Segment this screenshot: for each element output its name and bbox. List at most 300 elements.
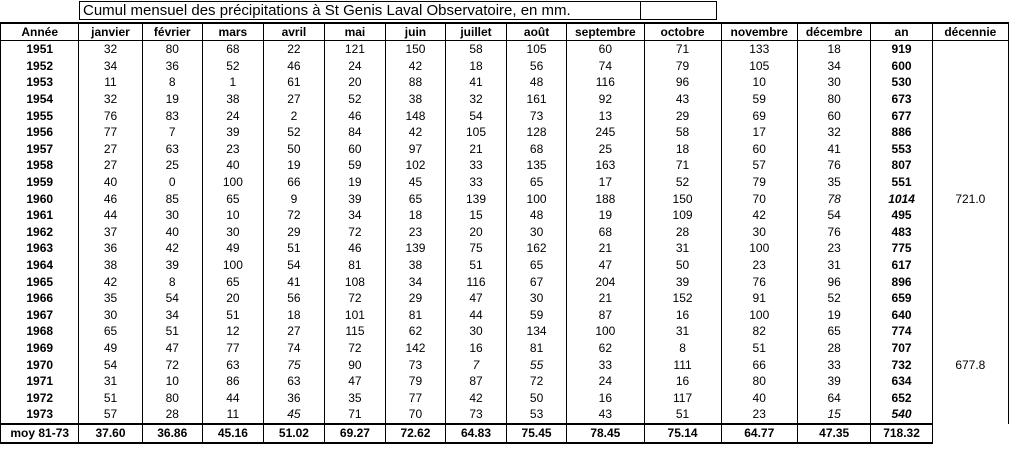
month-cell: 78 bbox=[797, 190, 870, 207]
month-cell: 19 bbox=[324, 174, 385, 191]
decade-average-cell bbox=[932, 389, 1008, 406]
month-cell: 44 bbox=[79, 207, 142, 224]
month-cell: 80 bbox=[142, 41, 202, 58]
month-cell: 115 bbox=[324, 323, 385, 340]
month-cell: 16 bbox=[445, 340, 506, 357]
month-cell: 87 bbox=[567, 307, 644, 324]
month-cell: 83 bbox=[142, 107, 202, 124]
year-cell: 1956 bbox=[1, 124, 79, 141]
month-cell: 63 bbox=[263, 373, 324, 390]
month-cell: 91 bbox=[721, 290, 797, 307]
month-cell: 27 bbox=[263, 323, 324, 340]
decade-average-cell bbox=[932, 224, 1008, 241]
month-cell: 39 bbox=[797, 373, 870, 390]
decade-average-cell bbox=[932, 290, 1008, 307]
annual-total-cell: 677 bbox=[871, 107, 932, 124]
average-cell: 36.86 bbox=[142, 424, 202, 443]
month-cell: 100 bbox=[507, 190, 567, 207]
month-cell: 42 bbox=[445, 389, 506, 406]
month-cell: 150 bbox=[644, 190, 721, 207]
header-cell: décembre bbox=[797, 23, 870, 41]
decade-average-cell bbox=[932, 340, 1008, 357]
average-cell: 78.45 bbox=[567, 424, 644, 443]
month-cell: 8 bbox=[644, 340, 721, 357]
month-cell: 32 bbox=[445, 91, 506, 108]
average-cell: 51.02 bbox=[263, 424, 324, 443]
header-cell: janvier bbox=[79, 23, 142, 41]
month-cell: 7 bbox=[142, 124, 202, 141]
month-cell: 62 bbox=[385, 323, 445, 340]
month-cell: 76 bbox=[79, 107, 142, 124]
month-cell: 188 bbox=[567, 190, 644, 207]
month-cell: 41 bbox=[263, 273, 324, 290]
month-cell: 42 bbox=[721, 207, 797, 224]
month-cell: 30 bbox=[202, 224, 263, 241]
month-cell: 60 bbox=[721, 141, 797, 158]
month-cell: 54 bbox=[445, 107, 506, 124]
month-cell: 76 bbox=[797, 224, 870, 241]
month-cell: 18 bbox=[644, 141, 721, 158]
month-cell: 73 bbox=[507, 107, 567, 124]
month-cell: 68 bbox=[202, 41, 263, 58]
month-cell: 48 bbox=[507, 207, 567, 224]
month-cell: 39 bbox=[202, 124, 263, 141]
month-cell: 20 bbox=[324, 74, 385, 91]
average-cell: 47.35 bbox=[797, 424, 870, 443]
decade-average-cell bbox=[932, 207, 1008, 224]
month-cell: 65 bbox=[797, 323, 870, 340]
month-cell: 100 bbox=[721, 240, 797, 257]
month-cell: 38 bbox=[385, 91, 445, 108]
year-cell: 1953 bbox=[1, 74, 79, 91]
table-row bbox=[1, 389, 1009, 406]
month-cell: 39 bbox=[142, 257, 202, 274]
month-cell: 72 bbox=[324, 340, 385, 357]
month-cell: 72 bbox=[324, 290, 385, 307]
annual-total-cell: 886 bbox=[871, 124, 932, 141]
average-cell: 64.77 bbox=[721, 424, 797, 443]
month-cell: 92 bbox=[567, 91, 644, 108]
table-row bbox=[1, 406, 1009, 424]
month-cell: 23 bbox=[721, 406, 797, 424]
month-cell: 65 bbox=[507, 174, 567, 191]
month-cell: 81 bbox=[385, 307, 445, 324]
month-cell: 36 bbox=[142, 58, 202, 75]
month-cell: 18 bbox=[797, 41, 870, 58]
header-cell: mars bbox=[202, 23, 263, 41]
month-cell: 163 bbox=[567, 157, 644, 174]
month-cell: 39 bbox=[644, 273, 721, 290]
month-cell: 105 bbox=[721, 58, 797, 75]
average-blank bbox=[932, 424, 1008, 443]
month-cell: 71 bbox=[644, 41, 721, 58]
month-cell: 66 bbox=[721, 356, 797, 373]
table-row bbox=[1, 273, 1009, 290]
month-cell: 59 bbox=[324, 157, 385, 174]
header-cell: février bbox=[142, 23, 202, 41]
year-cell: 1960 bbox=[1, 190, 79, 207]
month-cell: 48 bbox=[507, 74, 567, 91]
month-cell: 65 bbox=[202, 273, 263, 290]
table-row bbox=[1, 91, 1009, 108]
decade-average-cell bbox=[932, 41, 1008, 58]
month-cell: 45 bbox=[385, 174, 445, 191]
month-cell: 23 bbox=[797, 240, 870, 257]
year-cell: 1966 bbox=[1, 290, 79, 307]
month-cell: 128 bbox=[507, 124, 567, 141]
month-cell: 54 bbox=[79, 356, 142, 373]
month-cell: 84 bbox=[324, 124, 385, 141]
header-cell: décennie bbox=[932, 23, 1008, 41]
month-cell: 47 bbox=[567, 257, 644, 274]
month-cell: 13 bbox=[567, 107, 644, 124]
annual-total-cell: 540 bbox=[871, 406, 932, 424]
header-cell: an bbox=[871, 23, 932, 41]
annual-total-cell: 774 bbox=[871, 323, 932, 340]
month-cell: 139 bbox=[385, 240, 445, 257]
average-cell: 75.14 bbox=[644, 424, 721, 443]
month-cell: 139 bbox=[445, 190, 506, 207]
header-cell: avril bbox=[263, 23, 324, 41]
annual-total-cell: 483 bbox=[871, 224, 932, 241]
decade-average-cell: 677.8 bbox=[932, 356, 1008, 373]
month-cell: 35 bbox=[324, 389, 385, 406]
title-box-extension bbox=[640, 1, 717, 20]
month-cell: 38 bbox=[385, 257, 445, 274]
month-cell: 32 bbox=[797, 124, 870, 141]
month-cell: 51 bbox=[721, 340, 797, 357]
table-title: Cumul mensuel des précipitations à St Genis Laval Observatoire, en mm. bbox=[79, 1, 641, 20]
month-cell: 41 bbox=[445, 74, 506, 91]
month-cell: 11 bbox=[79, 74, 142, 91]
annual-total-cell: 600 bbox=[871, 58, 932, 75]
month-cell: 55 bbox=[507, 356, 567, 373]
decade-average-cell bbox=[932, 174, 1008, 191]
month-cell: 52 bbox=[324, 91, 385, 108]
month-cell: 34 bbox=[79, 58, 142, 75]
month-cell: 15 bbox=[797, 406, 870, 424]
table-row bbox=[1, 141, 1009, 158]
year-cell: 1951 bbox=[1, 41, 79, 58]
month-cell: 44 bbox=[445, 307, 506, 324]
precipitation-table bbox=[0, 22, 1009, 444]
annual-total-cell: 617 bbox=[871, 257, 932, 274]
month-cell: 23 bbox=[385, 224, 445, 241]
month-cell: 45 bbox=[263, 406, 324, 424]
month-cell: 23 bbox=[721, 257, 797, 274]
month-cell: 16 bbox=[644, 307, 721, 324]
month-cell: 40 bbox=[142, 224, 202, 241]
month-cell: 54 bbox=[142, 290, 202, 307]
table-row bbox=[1, 58, 1009, 75]
year-cell: 1954 bbox=[1, 91, 79, 108]
month-cell: 28 bbox=[644, 224, 721, 241]
month-cell: 60 bbox=[324, 141, 385, 158]
month-cell: 150 bbox=[385, 41, 445, 58]
decade-average-cell bbox=[932, 91, 1008, 108]
month-cell: 19 bbox=[797, 307, 870, 324]
month-cell: 162 bbox=[507, 240, 567, 257]
month-cell: 10 bbox=[142, 373, 202, 390]
month-cell: 72 bbox=[263, 207, 324, 224]
month-cell: 21 bbox=[567, 240, 644, 257]
decade-average-cell bbox=[932, 257, 1008, 274]
month-cell: 27 bbox=[263, 91, 324, 108]
month-cell: 152 bbox=[644, 290, 721, 307]
table-row bbox=[1, 307, 1009, 324]
month-cell: 245 bbox=[567, 124, 644, 141]
month-cell: 58 bbox=[644, 124, 721, 141]
month-cell: 29 bbox=[263, 224, 324, 241]
month-cell: 60 bbox=[797, 107, 870, 124]
month-cell: 43 bbox=[644, 91, 721, 108]
month-cell: 56 bbox=[507, 58, 567, 75]
month-cell: 87 bbox=[445, 373, 506, 390]
average-cell: 69.27 bbox=[324, 424, 385, 443]
month-cell: 31 bbox=[797, 257, 870, 274]
table-row bbox=[1, 257, 1009, 274]
annual-total-cell: 659 bbox=[871, 290, 932, 307]
month-cell: 40 bbox=[202, 157, 263, 174]
month-cell: 47 bbox=[445, 290, 506, 307]
month-cell: 68 bbox=[507, 141, 567, 158]
month-cell: 51 bbox=[263, 240, 324, 257]
header-cell: Année bbox=[1, 23, 79, 41]
month-cell: 51 bbox=[79, 389, 142, 406]
month-cell: 22 bbox=[263, 41, 324, 58]
month-cell: 27 bbox=[79, 157, 142, 174]
month-cell: 17 bbox=[721, 124, 797, 141]
month-cell: 100 bbox=[567, 323, 644, 340]
month-cell: 33 bbox=[567, 356, 644, 373]
table-row bbox=[1, 74, 1009, 91]
month-cell: 63 bbox=[202, 356, 263, 373]
year-cell: 1972 bbox=[1, 389, 79, 406]
month-cell: 25 bbox=[142, 157, 202, 174]
month-cell: 24 bbox=[567, 373, 644, 390]
month-cell: 53 bbox=[507, 406, 567, 424]
table-row bbox=[1, 290, 1009, 307]
month-cell: 65 bbox=[202, 190, 263, 207]
table-row bbox=[1, 124, 1009, 141]
decade-average-cell: 721.0 bbox=[932, 190, 1008, 207]
month-cell: 51 bbox=[142, 323, 202, 340]
month-cell: 50 bbox=[263, 141, 324, 158]
table-row bbox=[1, 240, 1009, 257]
month-cell: 36 bbox=[79, 240, 142, 257]
month-cell: 46 bbox=[324, 240, 385, 257]
decade-average-cell bbox=[932, 307, 1008, 324]
average-cell: 72.62 bbox=[385, 424, 445, 443]
month-cell: 30 bbox=[507, 224, 567, 241]
month-cell: 61 bbox=[263, 74, 324, 91]
month-cell: 24 bbox=[324, 58, 385, 75]
annual-total-cell: 1014 bbox=[871, 190, 932, 207]
month-cell: 34 bbox=[324, 207, 385, 224]
month-cell: 60 bbox=[567, 41, 644, 58]
month-cell: 30 bbox=[445, 323, 506, 340]
header-cell: septembre bbox=[567, 23, 644, 41]
month-cell: 39 bbox=[324, 190, 385, 207]
month-cell: 43 bbox=[567, 406, 644, 424]
average-cell: 37.60 bbox=[79, 424, 142, 443]
month-cell: 134 bbox=[507, 323, 567, 340]
average-cell: 45.16 bbox=[202, 424, 263, 443]
table-row bbox=[1, 224, 1009, 241]
month-cell: 79 bbox=[385, 373, 445, 390]
month-cell: 64 bbox=[797, 389, 870, 406]
month-cell: 100 bbox=[202, 257, 263, 274]
month-cell: 85 bbox=[142, 190, 202, 207]
annual-total-cell: 896 bbox=[871, 273, 932, 290]
table-row bbox=[1, 107, 1009, 124]
month-cell: 52 bbox=[202, 58, 263, 75]
year-cell: 1968 bbox=[1, 323, 79, 340]
month-cell: 47 bbox=[142, 340, 202, 357]
month-cell: 38 bbox=[202, 91, 263, 108]
average-annual: 718.32 bbox=[871, 424, 932, 443]
month-cell: 111 bbox=[644, 356, 721, 373]
month-cell: 59 bbox=[721, 91, 797, 108]
month-cell: 10 bbox=[202, 207, 263, 224]
month-cell: 33 bbox=[445, 174, 506, 191]
month-cell: 7 bbox=[445, 356, 506, 373]
table-row bbox=[1, 323, 1009, 340]
annual-total-cell: 732 bbox=[871, 356, 932, 373]
average-cell: 75.45 bbox=[507, 424, 567, 443]
month-cell: 30 bbox=[507, 290, 567, 307]
month-cell: 121 bbox=[324, 41, 385, 58]
month-cell: 2 bbox=[263, 107, 324, 124]
month-cell: 65 bbox=[79, 323, 142, 340]
month-cell: 19 bbox=[142, 91, 202, 108]
month-cell: 52 bbox=[263, 124, 324, 141]
month-cell: 42 bbox=[142, 240, 202, 257]
month-cell: 11 bbox=[202, 406, 263, 424]
month-cell: 41 bbox=[797, 141, 870, 158]
month-cell: 88 bbox=[385, 74, 445, 91]
month-cell: 42 bbox=[385, 58, 445, 75]
month-cell: 35 bbox=[797, 174, 870, 191]
month-cell: 46 bbox=[324, 107, 385, 124]
year-cell: 1969 bbox=[1, 340, 79, 357]
month-cell: 49 bbox=[202, 240, 263, 257]
month-cell: 42 bbox=[79, 273, 142, 290]
average-row bbox=[1, 424, 1009, 443]
annual-total-cell: 673 bbox=[871, 91, 932, 108]
month-cell: 135 bbox=[507, 157, 567, 174]
month-cell: 31 bbox=[644, 240, 721, 257]
year-cell: 1958 bbox=[1, 157, 79, 174]
month-cell: 204 bbox=[567, 273, 644, 290]
decade-average-cell bbox=[932, 240, 1008, 257]
month-cell: 72 bbox=[324, 224, 385, 241]
month-cell: 49 bbox=[79, 340, 142, 357]
month-cell: 28 bbox=[797, 340, 870, 357]
header-cell: août bbox=[507, 23, 567, 41]
month-cell: 34 bbox=[142, 307, 202, 324]
header-row bbox=[1, 23, 1009, 41]
table-row bbox=[1, 340, 1009, 357]
month-cell: 100 bbox=[721, 307, 797, 324]
month-cell: 42 bbox=[385, 124, 445, 141]
annual-total-cell: 652 bbox=[871, 389, 932, 406]
month-cell: 90 bbox=[324, 356, 385, 373]
month-cell: 74 bbox=[263, 340, 324, 357]
month-cell: 24 bbox=[202, 107, 263, 124]
month-cell: 8 bbox=[142, 74, 202, 91]
decade-average-cell bbox=[932, 58, 1008, 75]
month-cell: 19 bbox=[567, 207, 644, 224]
month-cell: 20 bbox=[202, 290, 263, 307]
year-cell: 1959 bbox=[1, 174, 79, 191]
month-cell: 81 bbox=[507, 340, 567, 357]
month-cell: 12 bbox=[202, 323, 263, 340]
month-cell: 62 bbox=[567, 340, 644, 357]
decade-average-cell bbox=[932, 373, 1008, 390]
month-cell: 51 bbox=[202, 307, 263, 324]
month-cell: 36 bbox=[263, 389, 324, 406]
month-cell: 76 bbox=[721, 273, 797, 290]
month-cell: 133 bbox=[721, 41, 797, 58]
month-cell: 34 bbox=[797, 58, 870, 75]
month-cell: 33 bbox=[797, 356, 870, 373]
month-cell: 101 bbox=[324, 307, 385, 324]
year-cell: 1971 bbox=[1, 373, 79, 390]
month-cell: 38 bbox=[79, 257, 142, 274]
month-cell: 105 bbox=[507, 41, 567, 58]
header-cell: juin bbox=[385, 23, 445, 41]
month-cell: 68 bbox=[567, 224, 644, 241]
month-cell: 51 bbox=[644, 406, 721, 424]
annual-total-cell: 640 bbox=[871, 307, 932, 324]
month-cell: 0 bbox=[142, 174, 202, 191]
month-cell: 82 bbox=[721, 323, 797, 340]
month-cell: 66 bbox=[263, 174, 324, 191]
month-cell: 75 bbox=[263, 356, 324, 373]
average-cell: 64.83 bbox=[445, 424, 506, 443]
header-cell: octobre bbox=[644, 23, 721, 41]
month-cell: 10 bbox=[721, 74, 797, 91]
month-cell: 33 bbox=[445, 157, 506, 174]
month-cell: 52 bbox=[797, 290, 870, 307]
month-cell: 116 bbox=[445, 273, 506, 290]
table-row bbox=[1, 157, 1009, 174]
month-cell: 27 bbox=[79, 141, 142, 158]
month-cell: 16 bbox=[644, 373, 721, 390]
month-cell: 72 bbox=[142, 356, 202, 373]
month-cell: 65 bbox=[507, 257, 567, 274]
month-cell: 37 bbox=[79, 224, 142, 241]
year-cell: 1973 bbox=[1, 406, 79, 424]
month-cell: 80 bbox=[142, 389, 202, 406]
table-row bbox=[1, 190, 1009, 207]
month-cell: 116 bbox=[567, 74, 644, 91]
month-cell: 108 bbox=[324, 273, 385, 290]
year-cell: 1964 bbox=[1, 257, 79, 274]
year-cell: 1961 bbox=[1, 207, 79, 224]
month-cell: 29 bbox=[644, 107, 721, 124]
month-cell: 72 bbox=[507, 373, 567, 390]
annual-total-cell: 553 bbox=[871, 141, 932, 158]
month-cell: 19 bbox=[263, 157, 324, 174]
month-cell: 50 bbox=[644, 257, 721, 274]
annual-total-cell: 807 bbox=[871, 157, 932, 174]
month-cell: 117 bbox=[644, 389, 721, 406]
year-cell: 1962 bbox=[1, 224, 79, 241]
month-cell: 73 bbox=[385, 356, 445, 373]
month-cell: 75 bbox=[445, 240, 506, 257]
